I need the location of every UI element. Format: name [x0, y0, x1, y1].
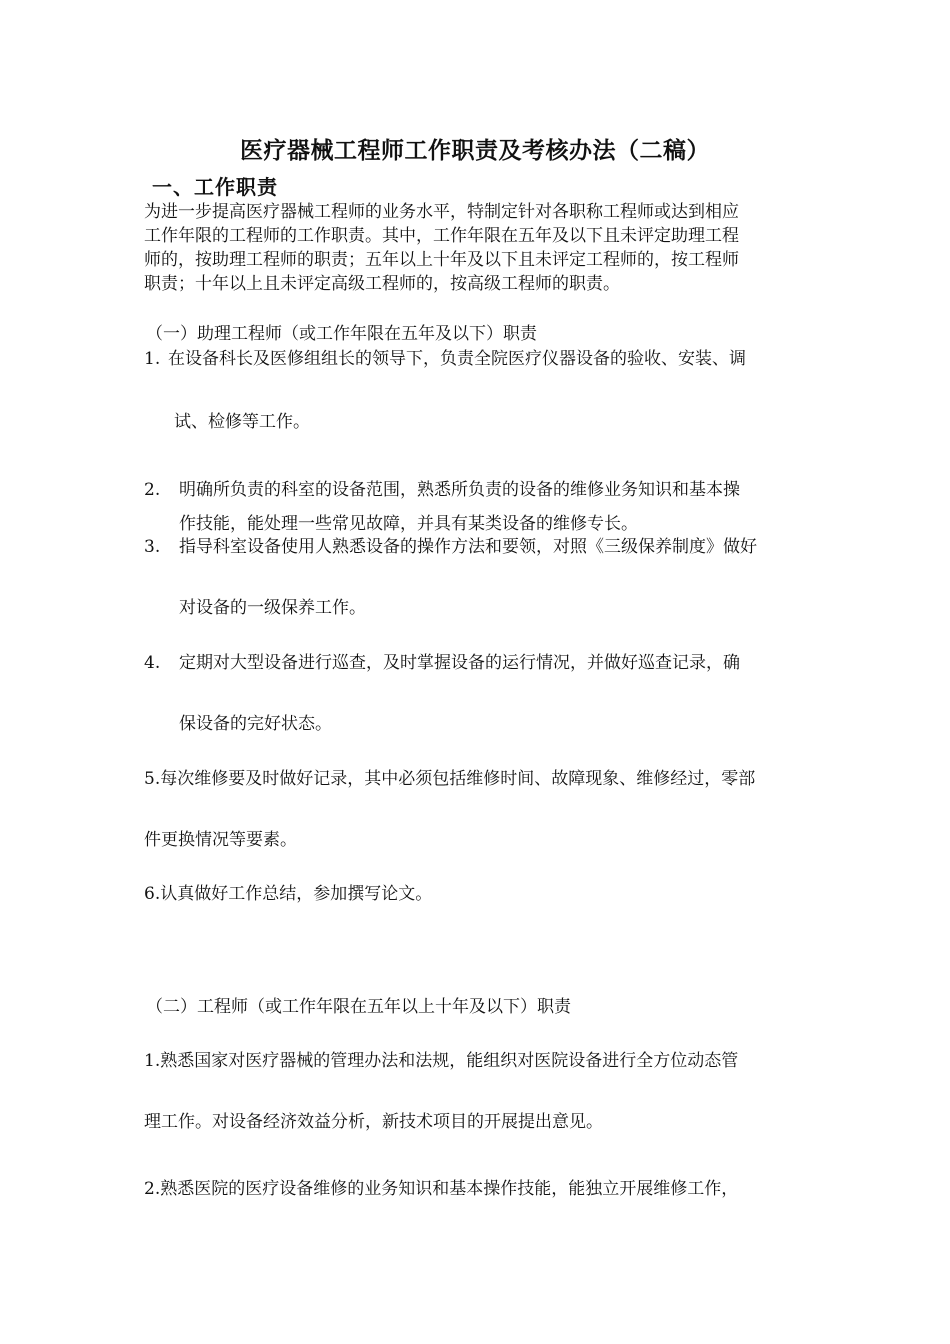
intro-line-2: 工作年限的工程师的工作职责。其中，工作年限在五年及以下且未评定助理工程 — [144, 226, 739, 246]
subsection-heading-engineer: （二）工程师（或工作年限在五年以上十年及以下）职责 — [146, 997, 571, 1017]
list-item-5-text: 5.每次维修要及时做好记录，其中必须包括维修时间、故障现象、维修经过，零部 — [144, 769, 756, 789]
list-item-text: 明确所负责的科室的设备范围，熟悉所负责的设备的维修业务知识和基本操 — [179, 480, 740, 500]
list-item-text: 定期对大型设备进行巡查，及时掌握设备的运行情况，并做好巡查记录，确 — [179, 653, 740, 673]
section-heading-job-duties: 一、工作职责 — [152, 175, 278, 199]
list-item-text-continued: 对设备的一级保养工作。 — [179, 598, 366, 618]
list-item-text: 指导科室设备使用人熟悉设备的操作方法和要领，对照《三级保养制度》做好 — [179, 537, 757, 557]
engineer-item-1-text: 1.熟悉国家对医疗器械的管理办法和法规，能组织对医院设备进行全方位动态管 — [144, 1051, 739, 1071]
list-item-text-continued: 试、检修等工作。 — [174, 412, 310, 432]
list-item-number: 3. — [144, 537, 161, 557]
intro-line-3: 师的，按助理工程师的职责；五年以上十年及以下且未评定工程师的，按工程师 — [144, 250, 739, 270]
document-title: 医疗器械工程师工作职责及考核办法（二稿） — [240, 137, 710, 164]
list-item-6-text: 6.认真做好工作总结，参加撰写论文。 — [144, 884, 433, 904]
list-item-number: 1. — [144, 349, 161, 369]
intro-line-1: 为进一步提高医疗器械工程师的业务水平，特制定针对各职称工程师或达到相应 — [144, 202, 739, 222]
list-item-5-text-continued: 件更换情况等要素。 — [144, 830, 297, 850]
list-item-text-continued: 作技能，能处理一些常见故障，并具有某类设备的维修专长。 — [179, 514, 638, 534]
engineer-item-1-text-continued: 理工作。对设备经济效益分析，新技术项目的开展提出意见。 — [144, 1112, 603, 1132]
list-item-number: 2. — [144, 480, 161, 500]
list-item-text-continued: 保设备的完好状态。 — [179, 714, 332, 734]
list-item-text: 在设备科长及医修组组长的领导下，负责全院医疗仪器设备的验收、安装、调 — [168, 349, 746, 369]
subsection-heading-assistant-engineer: （一）助理工程师（或工作年限在五年及以下）职责 — [146, 324, 537, 344]
list-item-number: 4. — [144, 653, 161, 673]
engineer-item-2-text: 2.熟悉医院的医疗设备维修的业务知识和基本操作技能，能独立开展维修工作， — [144, 1179, 739, 1199]
intro-line-4: 职责；十年以上且未评定高级工程师的，按高级工程师的职责。 — [144, 274, 620, 294]
